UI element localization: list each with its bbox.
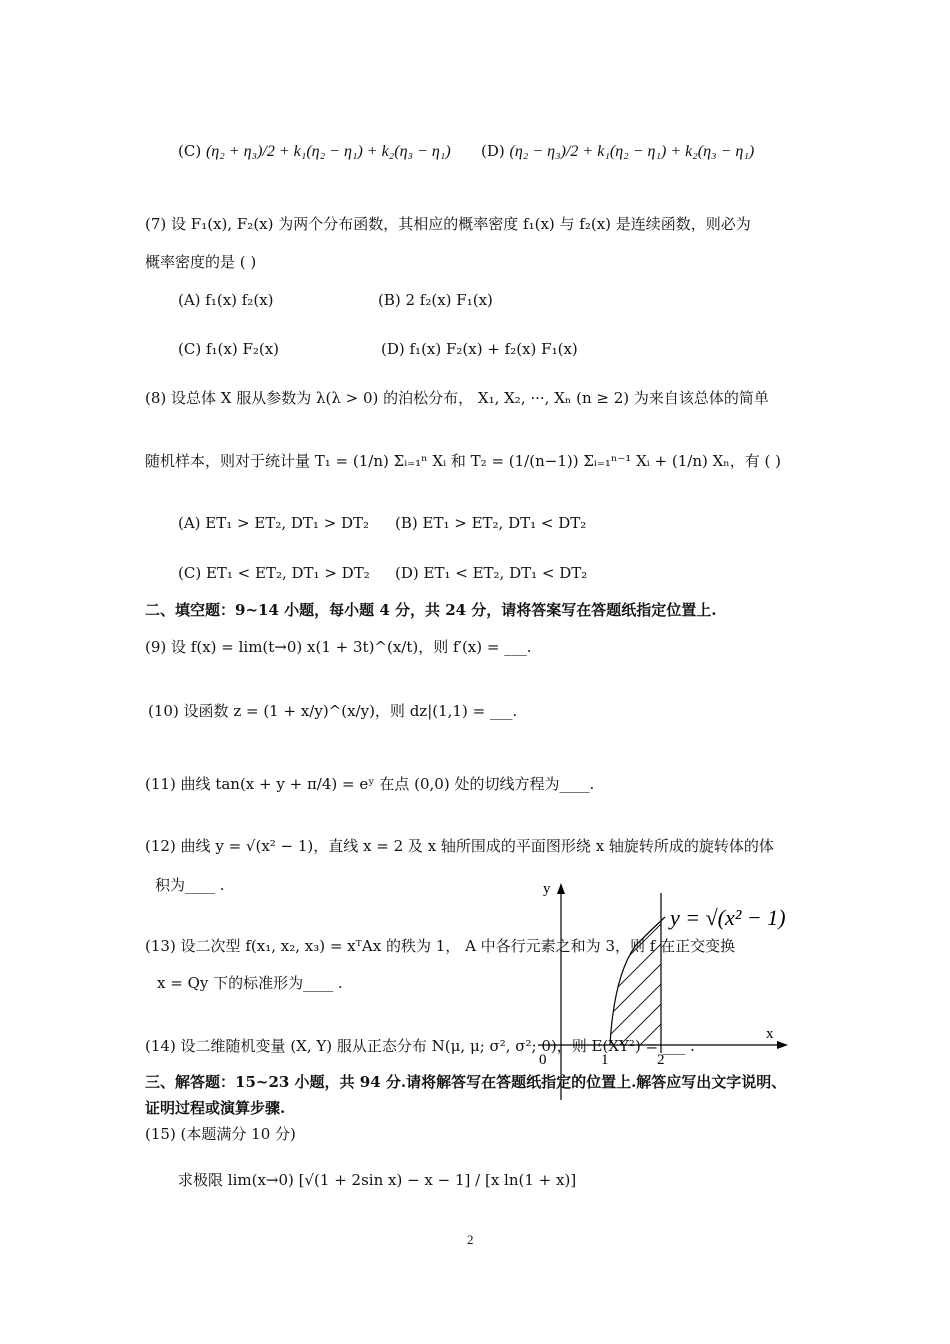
q6-option-d-formula: (η₂ − η₃)/2 + k₁(η₂ − η₁) + k₂(η₃ − η₁) bbox=[509, 143, 755, 160]
q7-option-b: (B) 2 f₂(x) F₁(x) bbox=[378, 291, 493, 309]
q8-option-d: (D) ET₁ < ET₂, DT₁ < DT₂ bbox=[395, 564, 588, 582]
q7-stem-line1: (7) 设 F₁(x), F₂(x) 为两个分布函数，其相应的概率密度 f₁(x) 与 f₂(x) 是连续函数，则必为 bbox=[145, 215, 751, 233]
q7-option-a: (A) f₁(x) f₂(x) bbox=[178, 291, 274, 309]
q15-header: (15) (本题满分 10 分) bbox=[145, 1125, 296, 1143]
page-number: 2 bbox=[467, 1232, 474, 1247]
y-axis-label: y bbox=[543, 881, 551, 897]
tick-1-label: 1 bbox=[601, 1052, 609, 1068]
q9-text: (9) 设 f(x) = lim(t→0) x(1 + 3t)^(x/t)，则 f′(x) = ___. bbox=[145, 638, 532, 656]
curve bbox=[610, 917, 665, 1045]
q13-text-line1: (13) 设二次型 f(x₁, x₂, x₃) = xᵀAx 的秩为 1， A 中各行元素之和为 3，则 f 在正交变换 bbox=[145, 937, 736, 955]
q7-option-c: (C) f₁(x) F₂(x) bbox=[178, 340, 280, 358]
origin-label: 0 bbox=[539, 1052, 547, 1068]
q7-option-d: (D) f₁(x) F₂(x) + f₂(x) F₁(x) bbox=[381, 340, 578, 358]
q12-text-line1: (12) 曲线 y = √(x² − 1)，直线 x = 2 及 x 轴所围成的平面图形绕 x 轴旋转所成的旋转体的体 bbox=[145, 837, 774, 855]
q8-option-a: (A) ET₁ > ET₂, DT₁ > DT₂ bbox=[178, 514, 370, 532]
x-axis-arrow-icon bbox=[777, 1041, 788, 1049]
q10-text: (10) 设函数 z = (1 + x/y)^(x/y)，则 dz|(1,1) = ___. bbox=[148, 702, 518, 720]
tick-2-label: 2 bbox=[657, 1052, 665, 1068]
x-axis-label: x bbox=[766, 1026, 774, 1042]
q8-stem-line2: 随机样本，则对于统计量 T₁ = (1/n) Σᵢ₌₁ⁿ Xᵢ 和 T₂ = (1/(n−1)) Σᵢ₌₁ⁿ⁻¹ Xᵢ + (1/n) Xₙ，有 ( ) bbox=[145, 452, 782, 470]
q13-text-line2: x = Qy 下的标准形为____ . bbox=[157, 974, 343, 992]
q8-option-b: (B) ET₁ > ET₂, DT₁ < DT₂ bbox=[395, 514, 587, 532]
y-axis-arrow-icon bbox=[557, 883, 565, 894]
q7-stem-line2: 概率密度的是 ( ) bbox=[145, 253, 257, 271]
q6-option-c: (C) (η₂ + η₃)/2 + k₁(η₂ − η₁) + k₂(η₃ − η₁) bbox=[178, 142, 451, 160]
curve-label: y = √(x² − 1) bbox=[670, 905, 786, 930]
q11-text: (11) 曲线 tan(x + y + π/4) = eʸ 在点 (0,0) 处的切线方程为____. bbox=[145, 775, 595, 793]
section2-heading: 二、填空题：9~14 小题，每小题 4 分，共 24 分，请将答案写在答题纸指定位置上. bbox=[145, 601, 717, 619]
q8-stem-line1: (8) 设总体 X 服从参数为 λ(λ > 0) 的泊松分布， X₁, X₂, ···, Xₙ (n ≥ 2) 为来自该总体的简单 bbox=[145, 389, 769, 407]
q6-option-d: (D) (η₂ − η₃)/2 + k₁(η₂ − η₁) + k₂(η₃ − η₁) bbox=[481, 142, 755, 160]
q6-option-c-formula: (η₂ + η₃)/2 + k₁(η₂ − η₁) + k₂(η₃ − η₁) bbox=[205, 143, 451, 160]
section3-heading-line1: 三、解答题：15~23 小题，共 94 分.请将解答写在答题纸指定的位置上.解答应写出文字说明、 bbox=[145, 1073, 787, 1091]
q12-text-line2: 积为____ . bbox=[155, 876, 225, 894]
q14-text: (14) 设二维随机变量 (X, Y) 服从正态分布 N(μ, μ; σ², σ²; 0)，则 E(XY²) = ___ . bbox=[145, 1037, 695, 1055]
q8-option-c: (C) ET₁ < ET₂, DT₁ > DT₂ bbox=[178, 564, 370, 582]
q15-prompt: 求极限 lim(x→0) [√(1 + 2sin x) − x − 1] / [x ln(1 + x)] bbox=[178, 1171, 577, 1189]
section3-heading-line2: 证明过程或演算步骤. bbox=[145, 1099, 286, 1117]
